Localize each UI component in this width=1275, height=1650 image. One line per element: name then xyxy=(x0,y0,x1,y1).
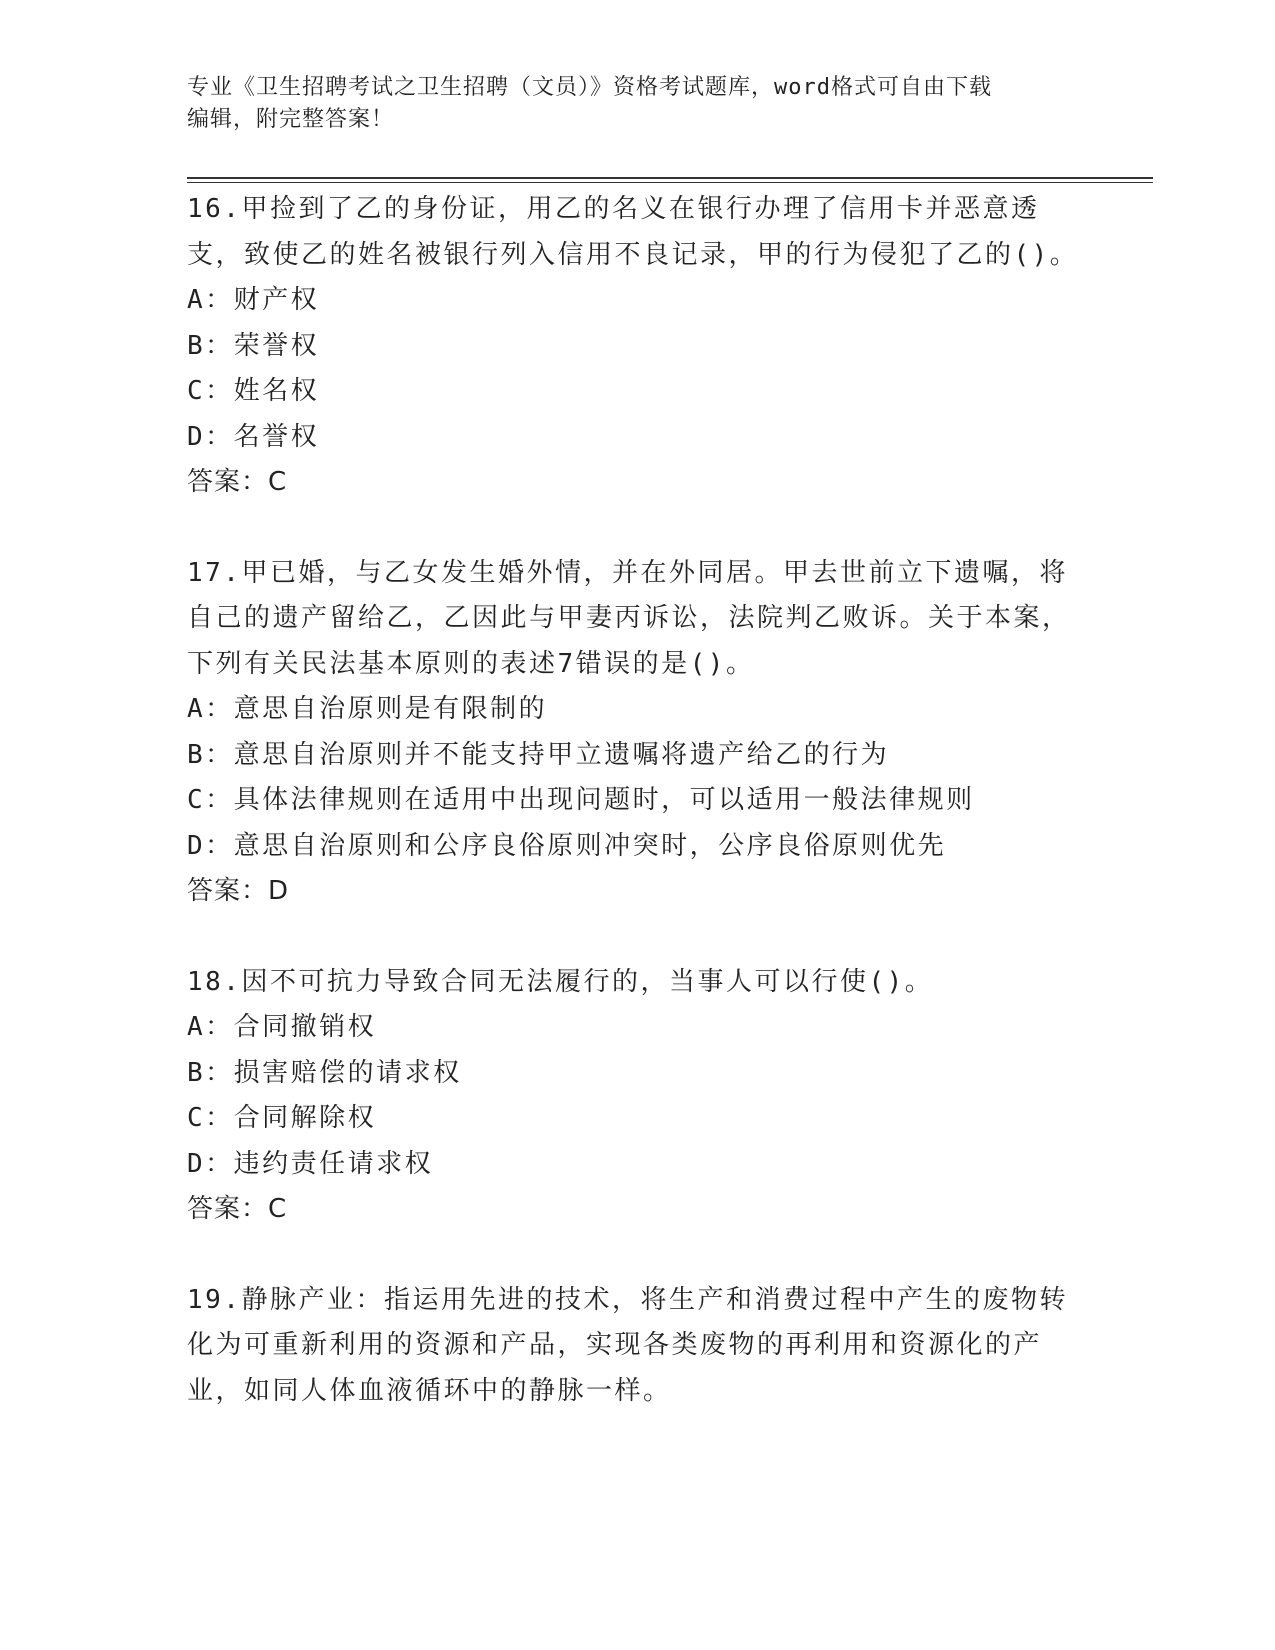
header-divider-thick xyxy=(187,177,1153,179)
option-a: A：意思自治原则是有限制的 xyxy=(187,694,548,724)
option-c: C：具体法律规则在适用中出现问题时，可以适用一般法律规则 xyxy=(187,785,975,815)
question-text: 16.甲捡到了乙的身份证，用乙的名义在银行办理了信用卡并恶意透支，致使乙的姓名被银行列入信用不良记录，甲的行为侵犯了乙的()。 xyxy=(187,194,1079,270)
option-b: B：意思自治原则并不能支持甲立遗嘱将遗产给乙的行为 xyxy=(187,739,890,770)
option-d: D：意思自治原则和公序良俗原则冲突时，公序良俗原则优先 xyxy=(187,830,947,861)
question-19 xyxy=(187,1278,1087,1415)
question-text: 17.甲已婚，与乙女发生婚外情，并在外同居。甲去世前立下遗嘱，将自己的遗产留给乙，乙因此与甲妻丙诉讼，法院判乙败诉。关于本案，下列有关民法基本原则的表述7错误的是()。 xyxy=(187,557,1071,679)
option-d: D：名誉权 xyxy=(187,421,320,452)
page-header xyxy=(187,72,1067,136)
question-list xyxy=(187,187,1087,1459)
header-divider-thin xyxy=(187,182,1153,183)
option-d: D：违约责任请求权 xyxy=(187,1148,434,1179)
option-b: B：荣誉权 xyxy=(187,330,320,361)
question-18 xyxy=(187,960,1087,1233)
option-c: C：姓名权 xyxy=(187,376,320,406)
question-text: 19.静脉产业：指运用先进的技术，将生产和消费过程中产生的废物转化为可重新利用的资源和产品，实现各类废物的再利用和资源化的产业，如同人体血液循环中的静脉一样。 xyxy=(187,1284,1068,1406)
header-line-1: 专业《卫生招聘考试之卫生招聘（文员）》资格考试题库，word格式可自由下载 xyxy=(187,75,992,100)
answer: 答案：C xyxy=(187,1194,288,1224)
option-b: B：损害赔偿的请求权 xyxy=(187,1057,462,1088)
question-16 xyxy=(187,187,1087,506)
option-a: A：合同撤销权 xyxy=(187,1012,377,1042)
option-a: A：财产权 xyxy=(187,285,320,315)
option-c: C：合同解除权 xyxy=(187,1103,377,1133)
answer: 答案：C xyxy=(187,467,288,497)
question-17 xyxy=(187,551,1087,915)
header-line-2: 编辑，附完整答案！ xyxy=(187,107,395,132)
answer: 答案：D xyxy=(187,876,290,906)
question-text: 18.因不可抗力导致合同无法履行的，当事人可以行使()。 xyxy=(187,966,934,997)
